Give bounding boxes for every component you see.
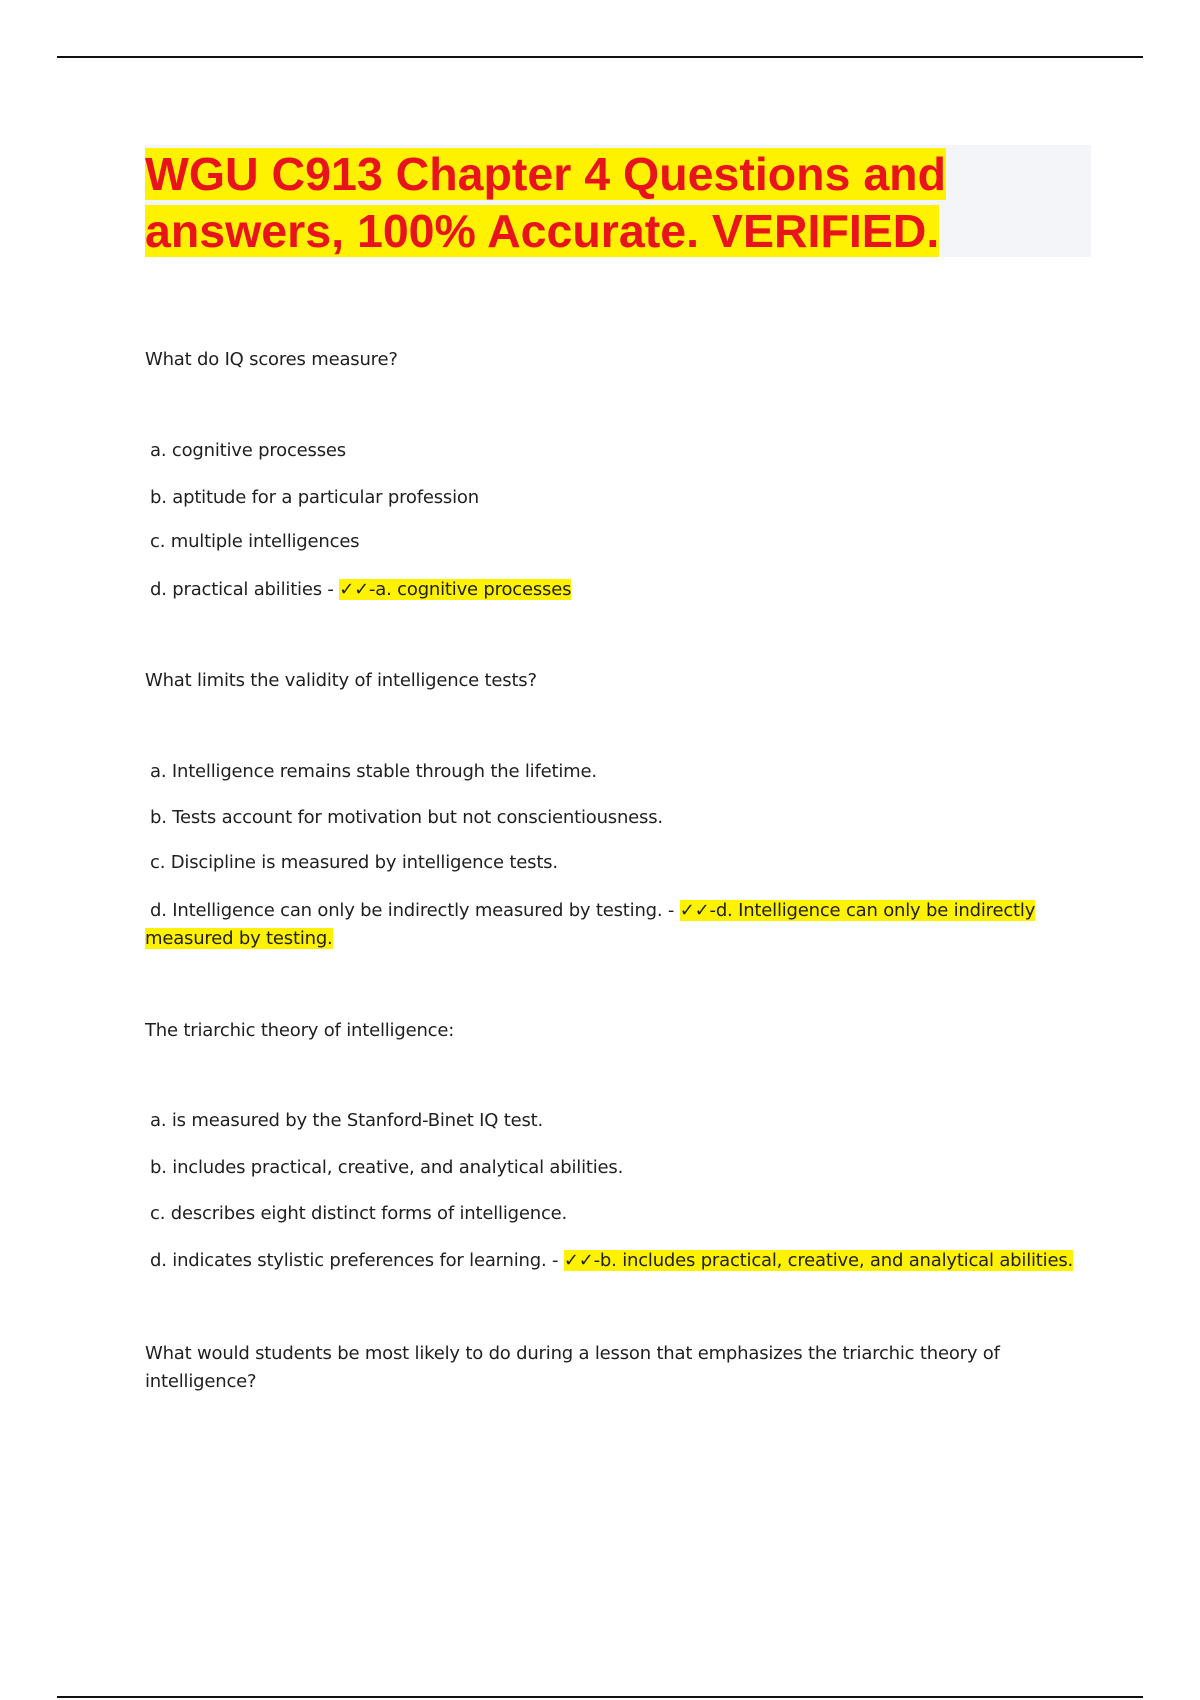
question-3-option-a: a. is measured by the Stanford-Binet IQ test. xyxy=(150,1110,544,1131)
question-3-option-c: c. describes eight distinct forms of intelligence. xyxy=(150,1203,568,1224)
question-2-prompt: What limits the validity of intelligence tests? xyxy=(145,670,537,691)
question-3-answer: ✓✓-b. includes practical, creative, and analytical abilities. xyxy=(563,1250,1074,1271)
question-1-option-b: b. aptitude for a particular profession xyxy=(150,487,479,508)
document-title xyxy=(145,146,985,260)
question-1-option-d xyxy=(150,576,1090,604)
question-1-option-c: c. multiple intelligences xyxy=(150,531,360,552)
bottom-rule xyxy=(57,1696,1143,1698)
question-3-option-d xyxy=(150,1247,1090,1275)
question-2-option-d xyxy=(145,897,1080,953)
question-2-option-c: c. Discipline is measured by intelligence tests. xyxy=(150,852,558,873)
question-3-option-d-text: d. indicates stylistic preferences for learning. - xyxy=(150,1250,564,1271)
question-1-answer: ✓✓-a. cognitive processes xyxy=(339,579,572,600)
question-2-answer: ✓✓-d. Intelligence can only be indirectly measured by testing. xyxy=(145,900,1036,949)
question-1-option-a: a. cognitive processes xyxy=(150,440,346,461)
top-rule xyxy=(57,56,1143,58)
title-line-1: WGU C913 Chapter 4 Questions and xyxy=(145,148,946,200)
question-2-option-b: b. Tests account for motivation but not conscientiousness. xyxy=(150,807,663,828)
question-1-option-d-text: d. practical abilities - xyxy=(150,579,340,600)
question-3-prompt: The triarchic theory of intelligence: xyxy=(145,1020,455,1041)
question-2-option-a: a. Intelligence remains stable through the lifetime. xyxy=(150,761,597,782)
question-1-prompt: What do IQ scores measure? xyxy=(145,349,398,370)
question-2-option-d-text: d. Intelligence can only be indirectly measured by testing. - xyxy=(150,900,680,921)
title-line-2: answers, 100% Accurate. VERIFIED. xyxy=(145,205,940,257)
question-4-prompt: What would students be most likely to do during a lesson that emphasizes the triarchic theory of intelligence? xyxy=(145,1343,1000,1392)
question-3-option-b: b. includes practical, creative, and analytical abilities. xyxy=(150,1157,624,1178)
